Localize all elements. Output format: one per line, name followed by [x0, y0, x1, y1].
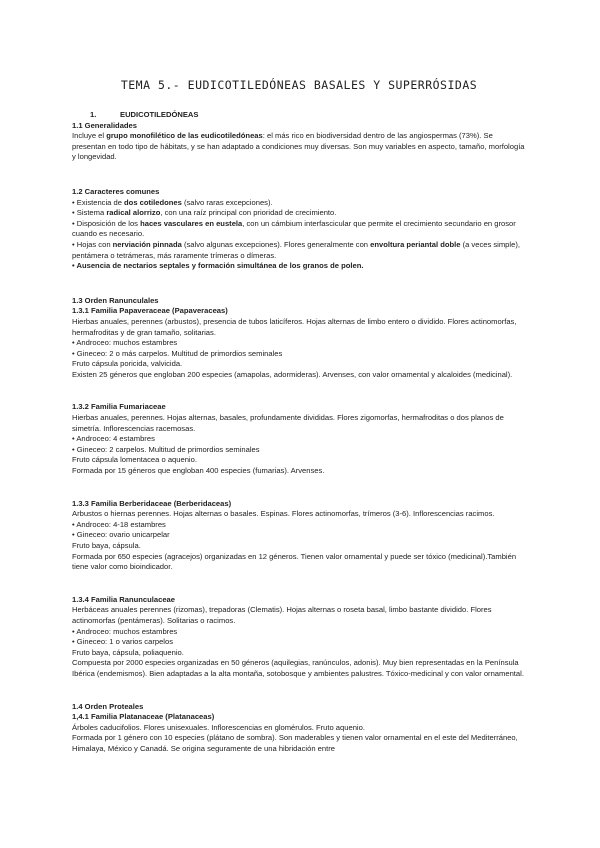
text-line: Árboles caducifolios. Flores unisexuales. Inflorescencias en glomérulos. Fruto aquenio.	[72, 722, 365, 732]
family-heading-berberidaceae: 1.3.3 Familia Berberidaceae (Berberidaceas)	[72, 498, 232, 508]
section-heading-eudicotiledoneas	[72, 110, 526, 121]
text-line: • Gineceo: 2 o más carpelos. Multitud de primordios seminales	[72, 348, 283, 358]
text-line: • Androceo: 4 estambres	[72, 434, 155, 444]
text-line: • Androceo: muchos estambres	[72, 626, 178, 636]
section-heading-text: EUDICOTILEDÓNEAS	[120, 110, 199, 119]
text-line: • Gineceo: 2 carpelos. Multitud de primordios seminales	[72, 444, 260, 454]
list-item: • Hojas con nerviación pinnada (salvo algunas excepciones). Flores generalmente con envoltura periantal doble (a veces simple), pentámera o tetrámeras, más raramente trímeras o dímeras.	[72, 239, 520, 260]
list-item: • Existencia de dos cotiledones (salvo raras excepciones).	[72, 197, 273, 207]
text-line: Hierbas anuales, perennes. Hojas alternas, basales, profundamente divididas. Flores zigomorfas, hermafroditas o dos planos de simetría. Inflorescencias racemosas.	[72, 413, 504, 433]
text-line: Existen 25 géneros que engloban 200 especies (amapolas, adormideras). Arvenses, con valor ornamental y alcaloides (medicinal).	[72, 369, 513, 379]
text-line: Fruto cápsula poricida, valvicida.	[72, 359, 183, 369]
list-item: • Ausencia de nectarios septales y formación simultánea de los granos de polen.	[72, 261, 364, 271]
text-line: • Gineceo: 1 o varios carpelos	[72, 637, 174, 647]
subsection-heading-ranunculales: 1.3 Orden Ranunculales	[72, 295, 159, 305]
text-line: Fruto baya, cápsula, poliaquenio.	[72, 647, 184, 657]
text-line: Herbáceas anuales perennes (rizomas), trepadoras (Clematis). Hojas alternas o roseta basal, limbo bastante dividido. Flores actinomorfas (pentámeras). Solitarias o racimos.	[72, 605, 492, 625]
text-line: Fruto cápsula lomentacea o aquenio.	[72, 455, 197, 465]
text-line: • Androceo: muchos estambres	[72, 338, 178, 348]
family-heading-platanaceae: 1,4.1 Familia Platanaceae (Platanaceas)	[72, 712, 215, 722]
section-number: 1.	[90, 110, 97, 119]
text-line: • Gineceo: ovario unicarpelar	[72, 530, 170, 540]
paragraph-generalidades: Incluye el grupo monofilético de las eudicotiledóneas: el más rico en biodiversidad dentro de las angiospermas (73%). Se presentan en todo tipo de hábitats, y se han adaptado a condiciones muy diversas. Son muy variables en aspecto, tamaño, morfología y longevidad.	[72, 131, 525, 162]
subsection-heading-generalidades: 1.1 Generalidades	[72, 120, 138, 130]
document-body	[72, 110, 526, 755]
text-line: Compuesta por 2000 especies organizadas en 50 géneros (aquilegias, ranúnculos, adonis). Muy bien representadas en la Península Ibérica (endemismos). Bien adaptadas a la alta montaña, sotobosque y ambientes palustres. Tóxico-medicinal y con valor ornamental.	[72, 658, 524, 678]
family-heading-ranunculaceae: 1.3.4 Familia Ranunculaceae	[72, 594, 175, 604]
page-title: TEMA 5.- EUDICOTILEDÓNEAS BASALES Y SUPERRÓSIDAS	[120, 78, 478, 92]
family-heading-papaveraceae: 1.3.1 Familia Papaveraceae (Papaveraceas)	[72, 306, 228, 316]
text-line: Formada por 1 género con 10 especies (plátano de sombra). Son maderables y tienen valor ornamental en el este del Mediterráneo, Himalaya, México y Canadá. Se origina seguramente de una hibridación entre	[72, 733, 518, 753]
family-heading-fumariaceae: 1.3.2 Familia Fumariaceae	[72, 402, 166, 412]
list-item: • Sistema radical alorrizo, con una raíz principal con prioridad de crecimiento.	[72, 208, 337, 218]
subsection-heading-proteales: 1.4 Orden Proteales	[72, 701, 144, 711]
text-line: Formada por 15 géneros que engloban 400 especies (fumarias). Arvenses.	[72, 466, 325, 476]
list-item: • Disposición de los haces vasculares en eustela, con un cámbium interfascicular que permite el crecimiento secundario en grosor cuando es necesario.	[72, 218, 516, 239]
text-line: Formada por 650 especies (agracejos) organizadas en 12 géneros. Tienen valor ornamental y puede ser tóxico (medicinal).También tiene valor como bioindicador.	[72, 551, 517, 572]
text-line: • Androceo: 4-18 estambres	[72, 519, 166, 529]
text-line: Fruto baya, cápsula.	[72, 541, 141, 550]
text-line: Arbustos o hiernas perennes. Hojas alternas o basales. Espinas. Flores actinomorfas, trímeros (3-6). Inflorescencias racimos.	[72, 509, 495, 519]
subsection-heading-caracteres: 1.2 Caracteres comunes	[72, 186, 160, 196]
text-line: Hierbas anuales, perennes (arbustos), presencia de tubos laticíferos. Hojas alternas de limbo entero o dividido. Flores actinomorfas, hermafroditas y de gran tamaño, solitarias.	[72, 316, 517, 337]
